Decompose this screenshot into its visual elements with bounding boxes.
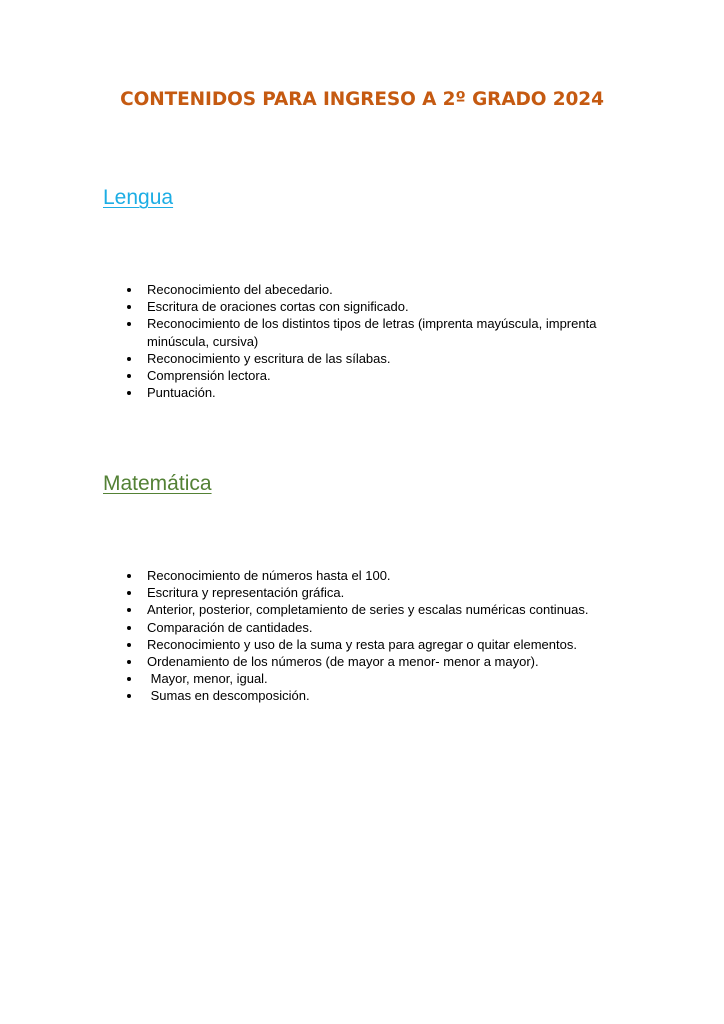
bullet-icon [127,574,131,578]
list-item-text: Reconocimiento de los distintos tipos de letras (imprenta mayúscula, imprenta minúscula, cursiva) [147,316,597,349]
list-item-text: Mayor, menor, igual. [147,671,268,687]
list-item [125,298,625,315]
list-item-text: Anterior, posterior, completamiento de series y escalas numéricas continuas. [147,602,589,618]
bullet-icon [127,608,131,612]
list-item [125,567,625,584]
bullet-icon [127,591,131,595]
list-item-text: Reconocimiento y uso de la suma y resta para agregar o quitar elementos. [147,636,577,652]
list-item-text: Ordenamiento de los números (de mayor a menor- menor a mayor). [147,654,539,670]
section-heading-matematica: Matemática [103,472,212,495]
bullet-icon [127,288,131,292]
list-item [125,619,625,636]
matematica-list [125,567,625,705]
list-item-text: Reconocimiento del abecedario. [147,282,333,297]
list-item-text: Comparación de cantidades. [147,619,313,635]
bullet-icon [127,694,131,698]
lengua-list [125,281,625,401]
section-heading-lengua: Lengua [103,186,174,209]
bullet-icon [127,305,131,309]
bullet-icon [127,391,131,395]
list-item-text: Reconocimiento y escritura de las sílabas. [147,350,391,366]
list-item-text: Reconocimiento de números hasta el 100. [147,568,391,583]
bullet-icon [127,374,131,378]
bullet-icon [127,626,131,630]
list-item-text: Comprensión lectora. [147,368,271,384]
bullet-icon [127,357,131,361]
list-item-text: Sumas en descomposición. [147,688,310,704]
list-item [125,653,625,670]
bullet-icon [127,322,131,326]
page-title: CONTENIDOS PARA INGRESO A 2º GRADO 2024 [120,89,604,110]
list-item-text: Escritura y representación gráfica. [147,585,345,601]
list-item [125,281,625,298]
list-item [125,687,625,704]
list-item-text: Puntuación. [147,385,216,401]
list-item [125,384,625,401]
list-item-text: Escritura de oraciones cortas con significado. [147,299,409,315]
bullet-icon [127,677,131,681]
list-item [125,315,625,349]
list-item [125,367,625,384]
list-item [125,636,625,653]
list-item [125,350,625,367]
bullet-icon [127,660,131,664]
list-item [125,670,625,687]
list-item [125,584,625,601]
bullet-icon [127,643,131,647]
list-item [125,601,625,618]
